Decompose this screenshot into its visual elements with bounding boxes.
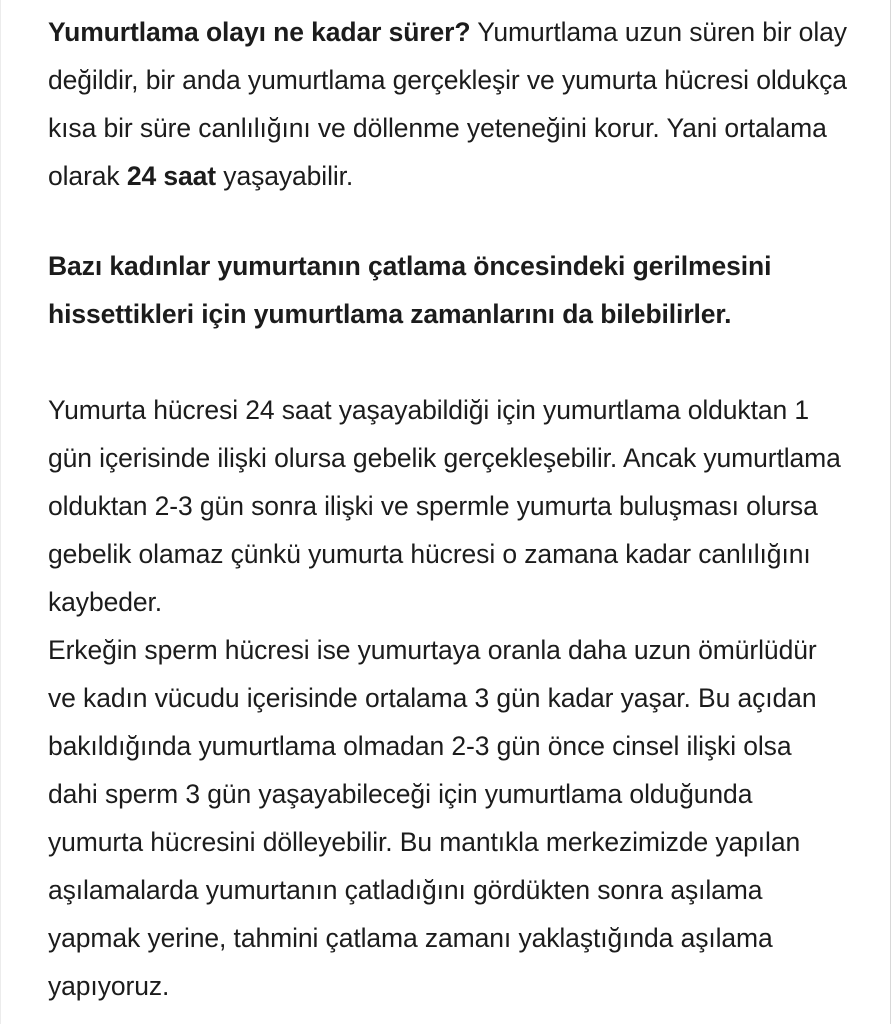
intro-question: Yumurtlama olayı ne kadar sürer? (48, 17, 471, 47)
egg-lifespan-paragraph: Yumurta hücresi 24 saat yaşayabildiği için yumurtlama olduktan 1 gün içerisinde ilişki olursa gebelik gerçekleşebilir. Ancak yumurtlama olduktan 2-3 gün sonra ilişki ve spermle yumurta buluşması olursa gebelik olamaz çünkü yumurta hücresi o zamana kadar canlılığını kaybeder. (48, 395, 841, 617)
sperm-lifespan-paragraph: Erkeğin sperm hücresi ise yumurtaya oranla daha uzun ömürlüdür ve kadın vücudu içerisinde ortalama 3 gün kadar yaşar. Bu açıdan bakıldığında yumurtlama olmadan 2-3 gün önce cinsel ilişki olsa dahi sperm 3 gün yaşayabileceği için yumurtlama olduğunda yumurta hücresini dölleyebilir. Bu mantıkla merkezimizde yapılan aşılamalarda yumurtanın çatladığını gördükten sonra aşılama yapmak yerine, tahmini çatlama zamanı yaklaştığında aşılama yapıyoruz. (48, 635, 817, 1001)
intro-paragraph (48, 8, 848, 200)
bold-statement: Bazı kadınlar yumurtanın çatlama öncesindeki gerilmesini hissettikleri için yumurtlama zamanlarını da bilebilirler. (48, 251, 772, 329)
duration-highlight: 24 saat (126, 161, 217, 191)
intro-text-end: yaşayabilir. (216, 161, 354, 191)
frame-left-border (0, 0, 1, 1024)
article-content (48, 8, 848, 1010)
intro-text: Yumurtlama uzun süren bir olay değildir, bir anda yumurtlama gerçekleşir ve yumurta hücresi oldukça kısa bir süre canlılığını ve döllenme yeteneğini korur. Yani ortalama olarak (48, 17, 847, 191)
